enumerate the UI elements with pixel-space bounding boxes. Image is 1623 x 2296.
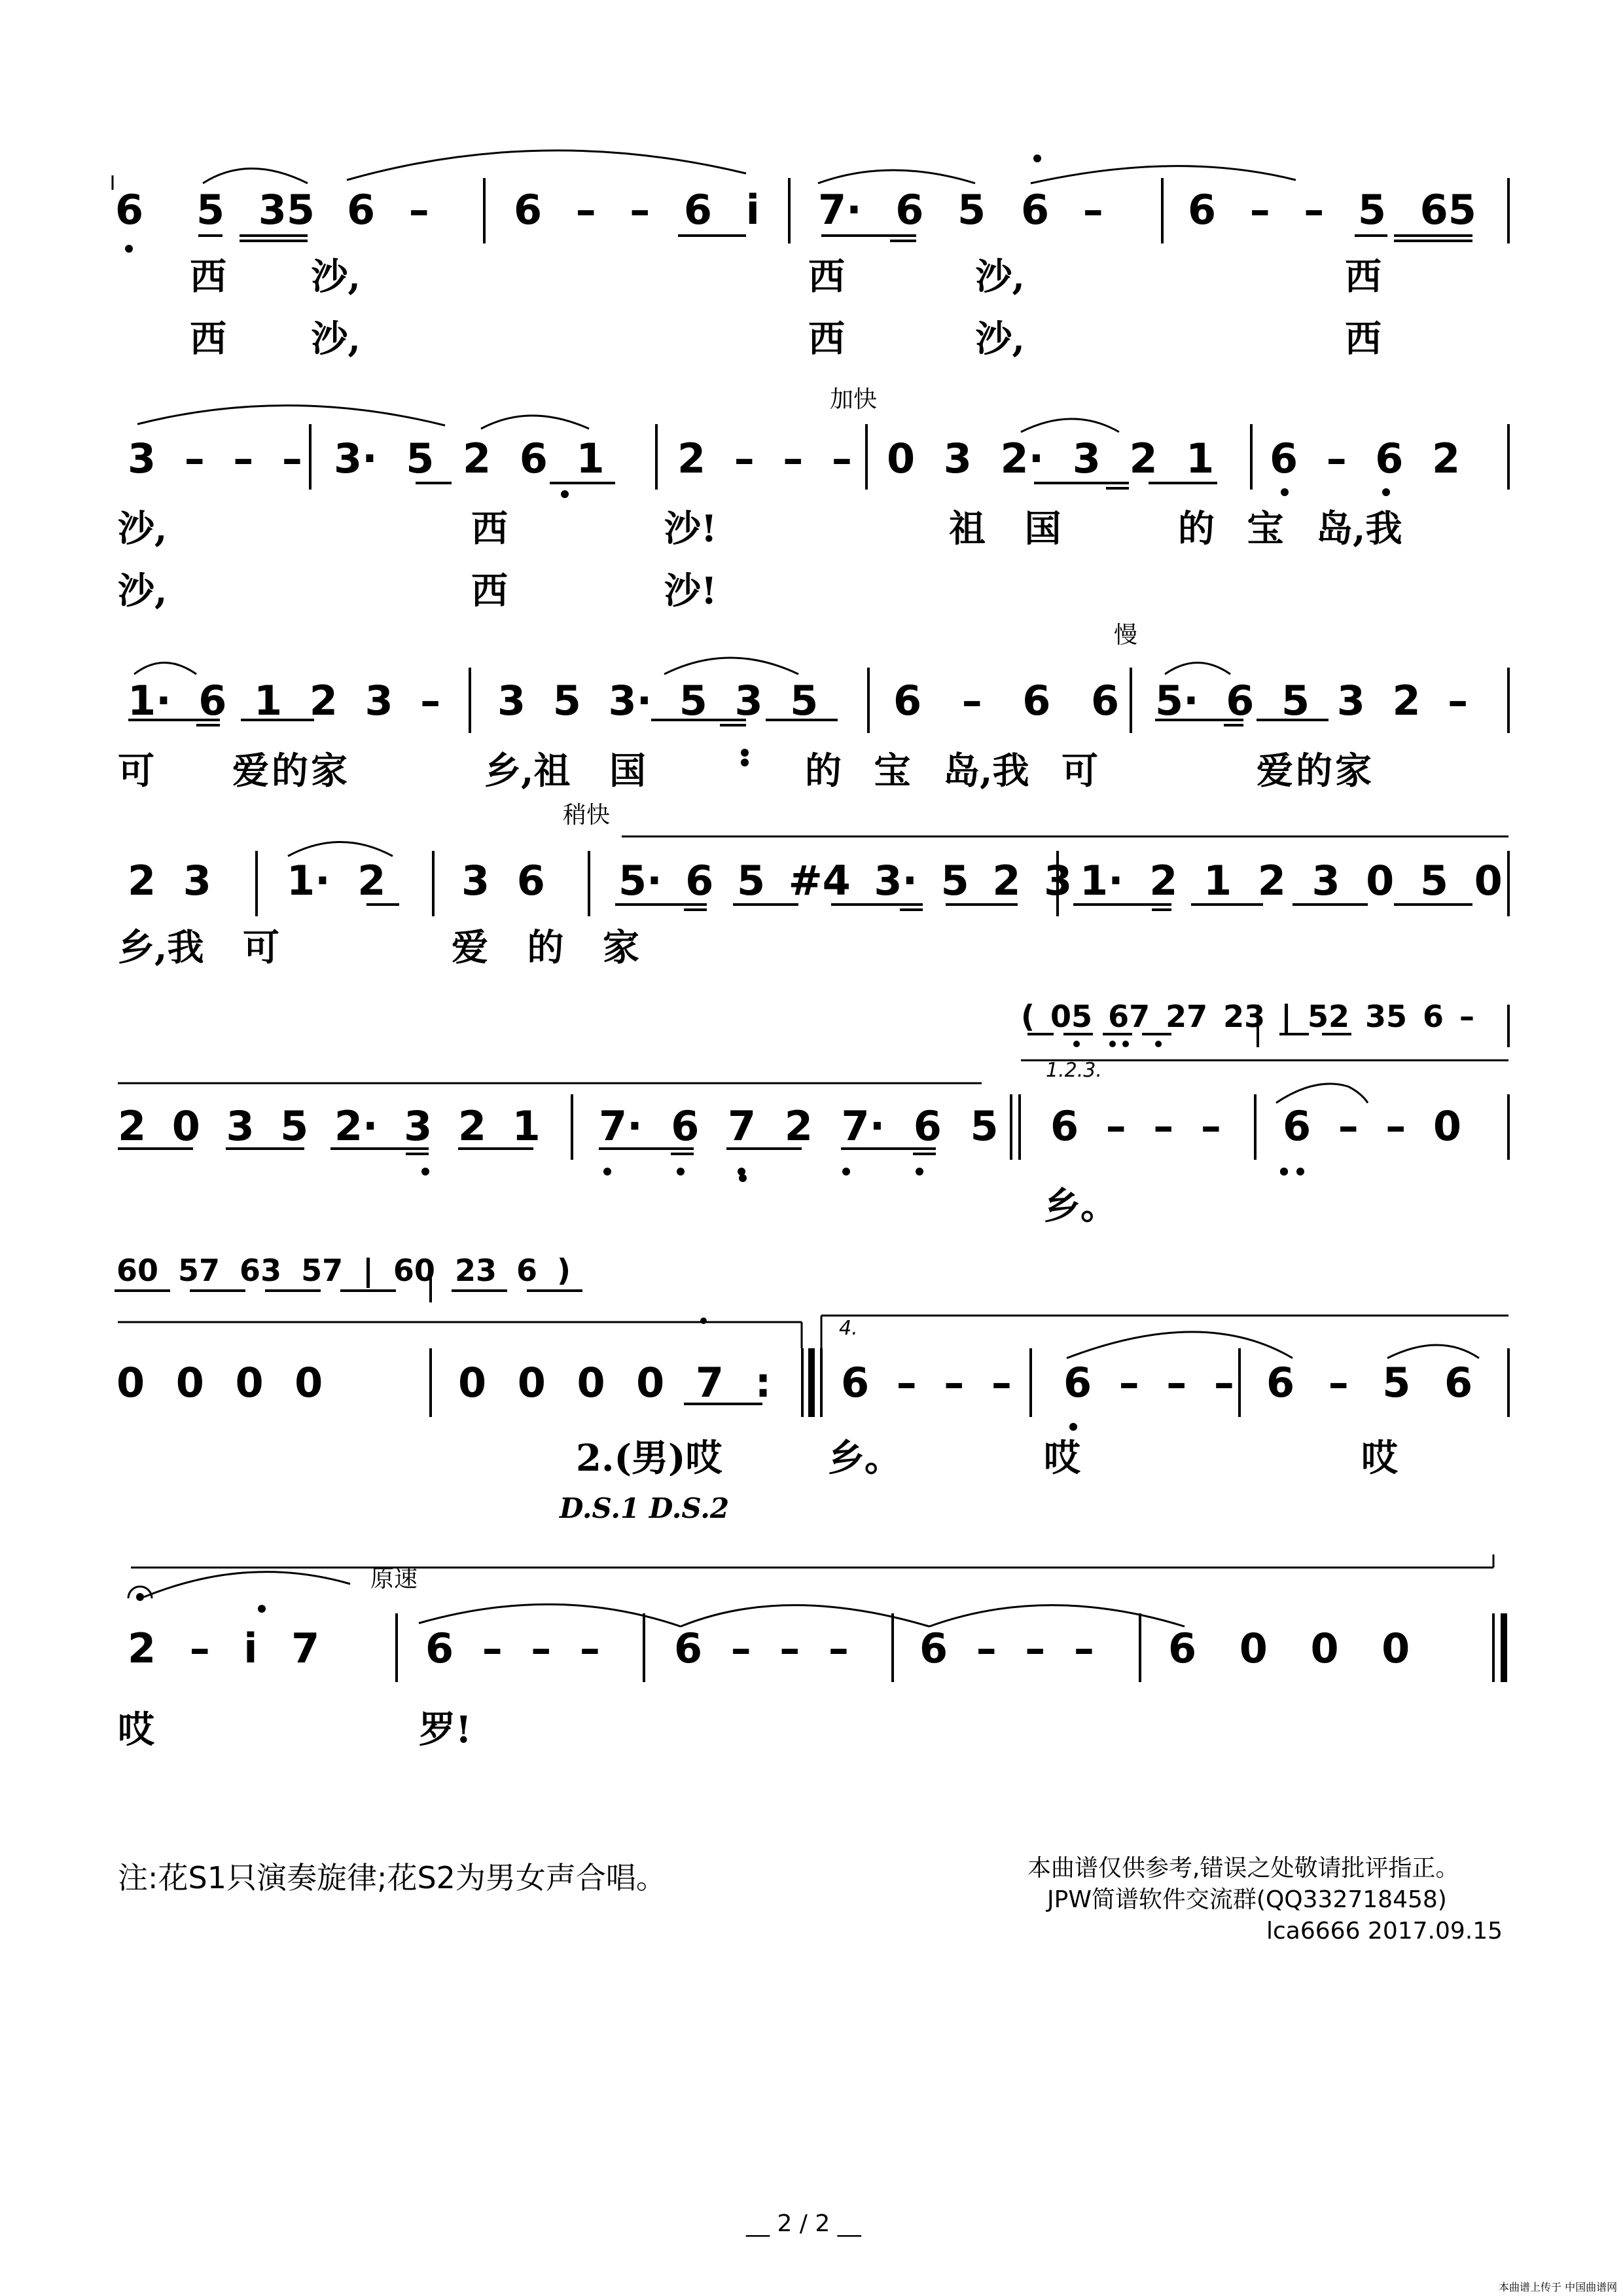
interlude-line-1: ( 05 67 27 23 | 52 35 6 –: [1021, 999, 1475, 1034]
lyric: 爱的家: [232, 749, 350, 793]
note-group: 6 – – –: [841, 1359, 1012, 1407]
note-group: 3 5 3· 5 3 5: [497, 677, 819, 725]
lyric: 西 沙,: [808, 255, 1025, 298]
lyric: 乡。: [1044, 1185, 1117, 1228]
footer-group: JPW简谱软件交流群(QQ332718458): [1047, 1886, 1447, 1913]
lyric: 的 宝 岛,我: [1178, 507, 1402, 550]
lyric: 西 沙,: [808, 317, 1025, 361]
lyric: 哎: [1361, 1437, 1398, 1480]
volta-1-2-3: 1.2.3.: [1046, 1059, 1102, 1082]
note-group: 3 6: [461, 857, 545, 905]
note-group: 1· 2 1 2 3 0 5 0: [1080, 857, 1503, 905]
note-group: 1· 2: [287, 857, 386, 905]
tempo-slow: 慢: [1114, 622, 1138, 649]
note-group: 3· 5 2 6 1: [334, 435, 605, 482]
note-group: 2 0 3 5 2· 3 2 1: [118, 1102, 541, 1150]
lyric: 西: [1345, 255, 1382, 298]
note-group: 7· 6 7 2 7· 6 5: [599, 1102, 999, 1150]
note-group: 6 – – 5 65: [1188, 186, 1476, 234]
note-group: 5· 6 5 #4 3· 5 2 3: [618, 857, 1073, 905]
note-group: 6 – – 0: [1283, 1102, 1462, 1150]
lyric: 爱的家: [1257, 749, 1374, 793]
lyric: 哎: [118, 1708, 154, 1751]
note-group: 2 – – –: [677, 435, 852, 482]
lyric: 乡,祖 国: [484, 749, 646, 793]
note-group: 0 3 2· 3 2 1: [887, 435, 1215, 482]
footer-disclaimer: 本曲谱仅供参考,错误之处敬请批评指正。: [1027, 1855, 1459, 1882]
lyric: 祖 国: [949, 507, 1061, 550]
note-group: 6 – – –: [425, 1624, 600, 1672]
note-group: 1· 6 1 2 3 –: [128, 677, 441, 725]
note-group: 2 – i 7: [128, 1624, 320, 1672]
ds-markings: D.S.1 D.S.2: [560, 1492, 730, 1524]
lyric: 乡。: [828, 1437, 901, 1480]
lyric: 西: [471, 507, 508, 550]
note-group: 3 – – –: [128, 435, 302, 482]
lyric: 沙!: [664, 569, 717, 613]
note-group: 0 0 0 0: [116, 1359, 323, 1407]
note-group: 7· 6 5: [818, 186, 986, 234]
tempo-slightly-faster: 稍快: [563, 802, 611, 829]
interlude-line-2: 60 57 63 57 | 60 23 6 ): [116, 1253, 571, 1288]
note-group: 5 35: [196, 186, 315, 234]
tempo-original: 原速: [370, 1566, 418, 1592]
footer-note: 注:花S1只演奏旋律;花S2为男女声合唱。: [118, 1860, 666, 1895]
lyric: 沙,: [118, 507, 168, 550]
note-group: 6 – – –: [1050, 1102, 1221, 1150]
note-group: 5· 6 5 3 2 –: [1155, 677, 1469, 725]
note-group: 6 – – –: [674, 1624, 849, 1672]
note-group: 2 3: [128, 857, 211, 905]
note-group: 6 –: [1021, 186, 1103, 234]
note-group: 6 – – 6 i: [514, 186, 760, 234]
note-group: 6 – 5 6: [1266, 1359, 1473, 1407]
note-group: 6 0 0 0: [1168, 1624, 1410, 1672]
lyric: 西 沙,: [190, 255, 361, 298]
page-number: __ 2 / 2 __: [746, 2210, 861, 2237]
lyric: 爱 的 家: [452, 926, 639, 969]
lyric: 哎: [1044, 1437, 1080, 1480]
lyric: 可: [118, 749, 154, 793]
lyric: 沙,: [118, 569, 168, 613]
note-group: 6 – – –: [919, 1624, 1094, 1672]
note-group: 6: [115, 186, 144, 234]
watermark: 本曲谱上传于 中国曲谱网: [1499, 2281, 1618, 2293]
footer-credit: lca6666 2017.09.15: [1266, 1918, 1503, 1945]
lyric: 罗!: [419, 1708, 472, 1751]
note-group: 6 – – –: [1063, 1359, 1234, 1407]
lyric: 2.(男)哎: [576, 1437, 722, 1480]
tempo-faster: 加快: [830, 386, 878, 413]
note-group: 6 – 6 2: [1270, 435, 1461, 482]
note-group: 6 –: [347, 186, 429, 234]
lyric: 的 宝 岛,我 可: [805, 749, 1098, 793]
lyric: 乡,我 可: [118, 926, 279, 969]
volta-4: 4.: [839, 1317, 858, 1340]
note-group: 0 0 0 0 7 :: [458, 1359, 772, 1407]
lyric: 西: [471, 569, 508, 613]
note-group: 6 – 6 6: [893, 677, 1120, 725]
lyric: 西: [1345, 317, 1382, 361]
lyric: 西 沙,: [190, 317, 361, 361]
lyric: 沙!: [664, 507, 717, 550]
